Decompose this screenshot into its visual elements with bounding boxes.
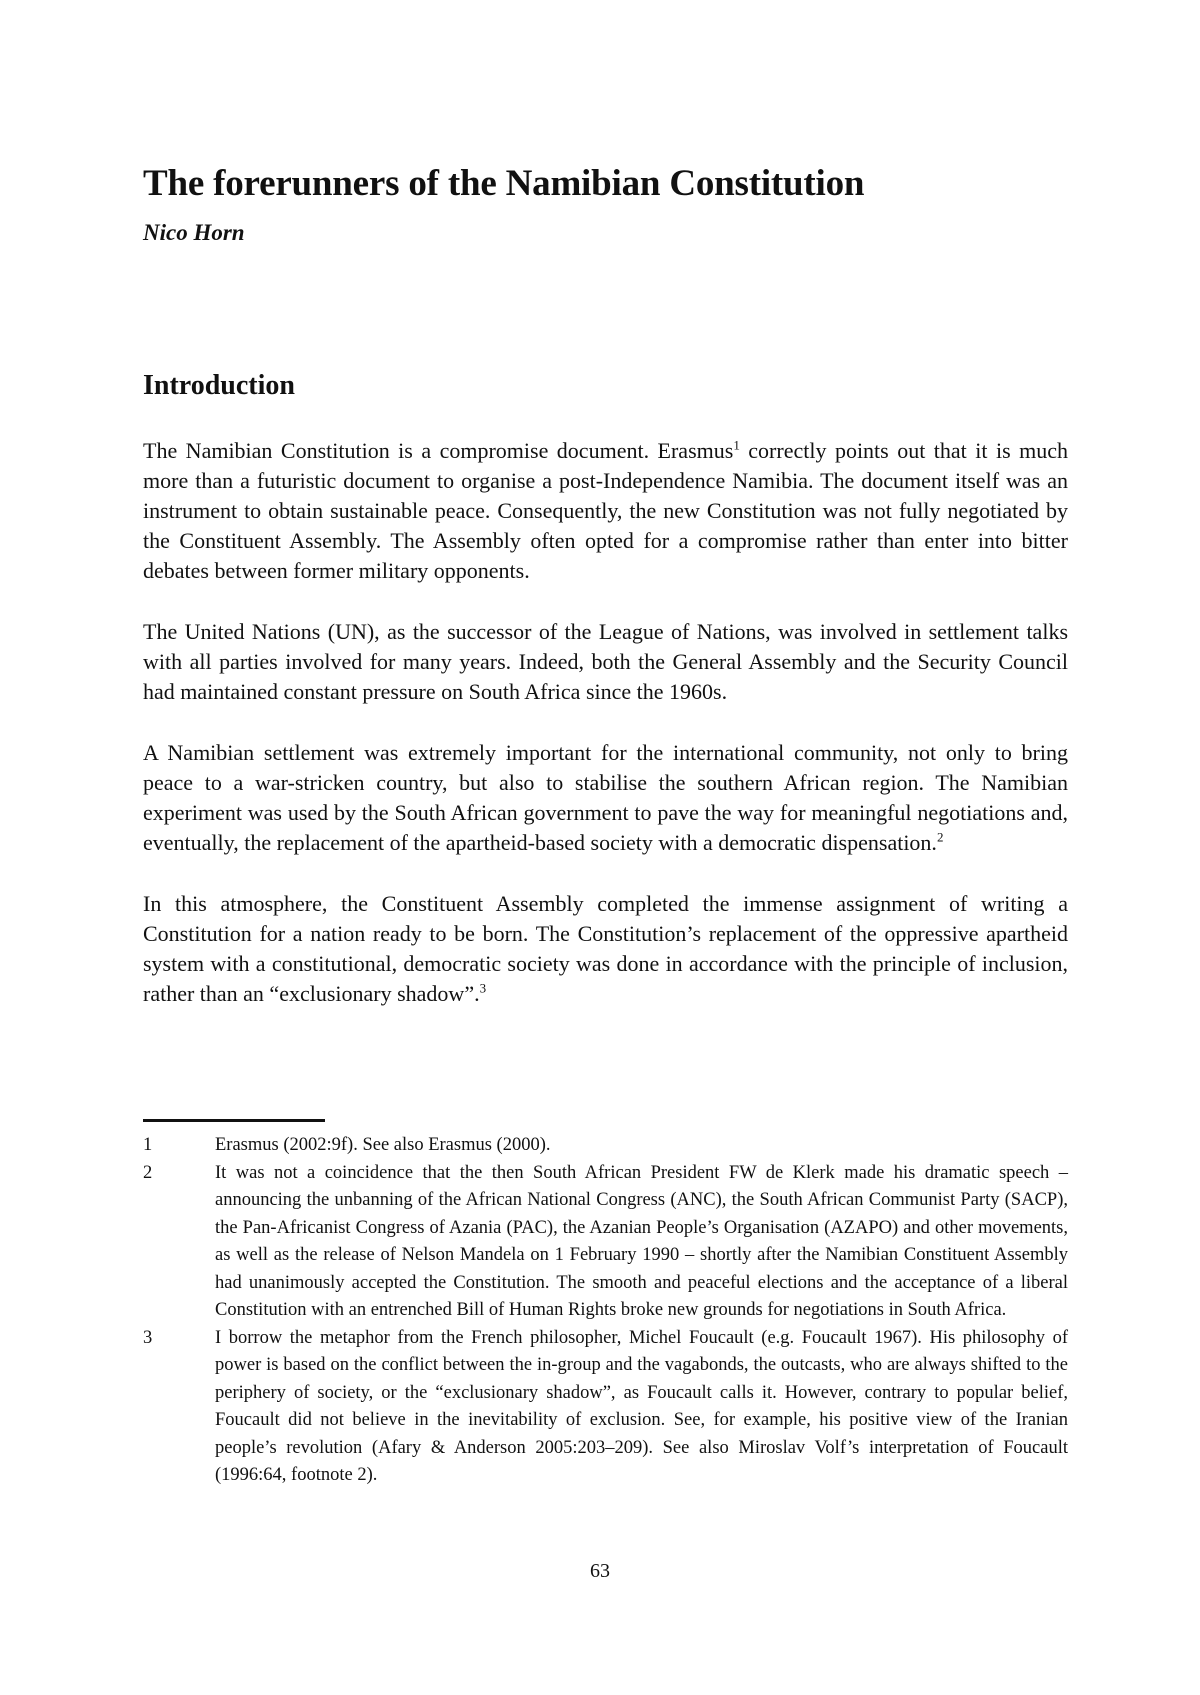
footnote-number: 1 — [143, 1135, 153, 1155]
article-title: The forerunners of the Namibian Constitution — [143, 163, 865, 204]
paragraph-4 — [143, 889, 1068, 1009]
footnote-number: 2 — [143, 1162, 153, 1183]
footnotes — [143, 1132, 1068, 1490]
footnote-text: I borrow the metaphor from the French philosopher, Michel Foucault (e.g. Foucault 1967). His philosophy of power is based on the conflict between the in-group and the vagabonds, the outcasts, who are always shifted to the periphery of society, or the “exclusionary shadow”, as Foucault calls it. However, contrary to popular belief, Foucault did not believe in the inevitability of exclusion. See, for example, his positive view of the Iranian people’s revolution (Afary & Anderson 2005:203–209). See also Miroslav Volf’s interpretation of Foucault (1996:64, footnote 2). — [215, 1327, 1068, 1485]
paragraph-2: The United Nations (UN), as the successor of the League of Nations, was involved in settlement talks with all parties involved for many years. Indeed, both the General Assembly and the Security Council had maintained constant pressure on South Africa since the 1960s. — [143, 619, 1068, 704]
footnote-text: It was not a coincidence that the then South African President FW de Klerk made his dramatic speech – announcing the unbanning of the African National Congress (ANC), the South African Communist Party (SACP), the Pan-Africanist Congress of Azania (PAC), the Azanian People’s Organisation (AZAPO) and other movements, as well as the release of Nelson Mandela on 1 February 1990 – shortly after the Namibian Constituent Assembly had unanimously accepted the Constitution. The smooth and peaceful elections and the acceptance of a liberal Constitution with an entrenched Bill of Human Rights broke new grounds for negotiations in South Africa. — [215, 1162, 1068, 1320]
footnote-divider — [143, 1119, 325, 1122]
paragraph-3-start: A Namibian settlement was extremely important for the international community, not only to bring peace to a war-stricken country, but also to stabilise the southern African region. The Namibian experiment was used by the South African government to pave the way for meaningful negotiations and, eventually, the replacement of the apartheid-based society with a democratic dispensation. — [143, 740, 1068, 855]
footnote-2 — [143, 1160, 1068, 1325]
paragraph-4-start: In this atmosphere, the Constituent Assembly completed the immense assignment of writing a Constitution for a nation ready to be born. The Constitution’s replacement of the oppressive apartheid system with a constitutional, democratic society was done in accordance with the principle of inclusion, rather than an “exclusionary shadow”. — [143, 891, 1068, 1006]
footnote-text: Erasmus (2002:9f). See also Erasmus (2000). — [215, 1135, 551, 1155]
paragraph-1 — [143, 436, 1068, 586]
paragraph-1-end: correctly points out that it is much more than a futuristic document to organise a post-Independence Namibia. The document itself was an instrument to obtain sustainable peace. Consequently, the new Constitution was not fully negotiated by the Constituent Assembly. The Assembly often opted for a compromise rather than enter into bitter debates between former military opponents. — [143, 438, 1068, 583]
footnote-ref-2[interactable]: 2 — [936, 829, 944, 845]
footnote-3 — [143, 1325, 1068, 1490]
paragraph-1-start: The Namibian Constitution is a compromise document. Erasmus — [143, 438, 734, 463]
paragraph-3 — [143, 738, 1068, 858]
section-heading: Introduction — [143, 370, 295, 401]
footnote-ref-1[interactable]: 1 — [733, 437, 740, 453]
page-number: 63 — [590, 1560, 610, 1582]
author-name: Nico Horn — [143, 220, 245, 245]
footnote-ref-3[interactable]: 3 — [479, 980, 487, 996]
footnote-1 — [143, 1132, 1068, 1160]
body-text — [143, 436, 1068, 1009]
footnote-number: 3 — [143, 1327, 153, 1348]
